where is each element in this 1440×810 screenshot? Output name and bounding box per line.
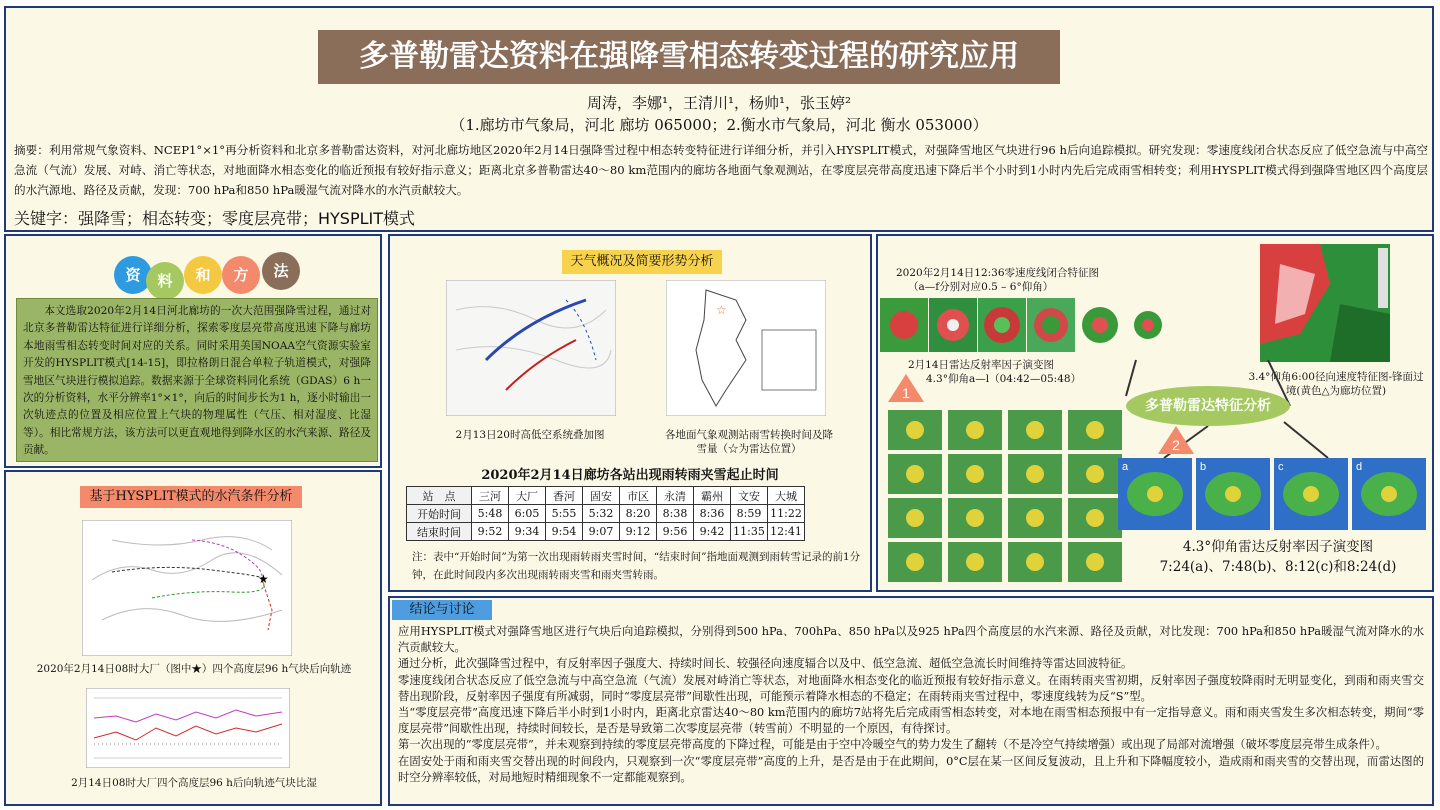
table-cell: 站 点 [407, 487, 472, 505]
keywords: 关键字：强降雪；相态转变；零度层亮带；HYSPLIT模式 [14, 209, 416, 228]
table-cell: 11:35 [731, 523, 768, 541]
panel-letter: c [1278, 461, 1284, 473]
bubble-5: 法 [262, 252, 300, 290]
table-cell: 9:56 [657, 523, 694, 541]
affiliations: （1.廊坊市气象局，河北 廊坊 065000；2.衡水市气象局，河北 衡水 053000） [450, 116, 988, 134]
reflectivity-panels-abcd [1116, 456, 1428, 532]
radar-caption-bottom-2: 7:24(a)、7:48(b)、8:12(c)和8:24(d) [1159, 559, 1397, 575]
authors: 周涛，李娜¹，王清川¹，杨帅¹，张玉婷² [586, 94, 852, 112]
radar-caption-top-2: （a—f分别对应0.5 – 6°仰角） [908, 281, 1054, 293]
table-cell: 6:05 [509, 505, 546, 523]
conclusion-paragraph: 在固安处于雨和雨夹雪交替出现的时间段内，只观察到一次“零度层亮带”高度的上升，是否是由于在此期间，0°C层在某一区间反复波动，且上升和下降幅度较小，造成雨和雨夹雪的交替出现，而雷达图的时空分辨率较低，对局地短时精细现象不一定都能观察到。 [398, 754, 1424, 784]
table-cell: 9:07 [583, 523, 620, 541]
table-cell: 8:36 [694, 505, 731, 523]
table-cell: 8:20 [620, 505, 657, 523]
radar-caption-bottom-1: 4.3°仰角雷达反射率因子演变图 [1182, 539, 1374, 555]
table-cell: 结束时间 [407, 523, 472, 541]
panel-letter: d [1356, 461, 1363, 473]
snow-transition-table [406, 486, 805, 541]
table-row [407, 505, 805, 523]
hysplit-panel [4, 470, 382, 806]
conclusion-paragraph: 通过分析，此次强降雪过程中，有反射率因子强度大、持续时间长、较强径向速度辐合以及中、低空急流、超低空急流长时间维持等雷达回波特征。 [398, 657, 1133, 671]
conclusion-paragraph: 零速度线闭合状态反应了低空急流与中高空急流（气流）发展对峙消亡等状态，对地面降水相态变化的临近预报有较好指示意义。在雨转雨夹雪初期，反射率因子强度较降雨时无明显变化，到雨和雨夹雪交替出现阶段，反射率因子强度有所减弱，同时“零度层亮带”间歇性出现，可能预示着降水相态的不稳定；在雨转雨夹雪过程中，零速度线转为反“S”型。 [398, 673, 1424, 703]
conclusion-paragraph: 当“零度层亮带”高度迅速下降后半小时到1小时内，距离北京雷达40～80 km范围内的廊坊7站将先后完成雨雪相态转变，对本地在雨雪相态预报中有一定指导意义。雨和雨夹雪发生多次相态转变，期间“零度层亮带”间歇性出现，持续时间较长，是否是导致第二次零度层亮带（转雪前）不明显的一个原因，有待探讨。 [398, 706, 1424, 736]
table-cell: 11:22 [768, 505, 805, 523]
table-cell: 大厂 [509, 487, 546, 505]
table-cell: 三河 [472, 487, 509, 505]
radar-caption-mid-2: 4.3°仰角a—l（04:42—05:48） [926, 373, 1082, 385]
table-cell: 永清 [657, 487, 694, 505]
conclusion-paragraph: 第一次出现的“零度层亮带”，并未观察到持续的零度层亮带高度的下降过程，可能是由于空中冷暖空气的势力发生了翻转（不是冷空气持续增强）或出现了局部对流增强（破坏零度层亮带生成条件）。 [398, 738, 1387, 752]
table-cell: 大城 [768, 487, 805, 505]
hysplit-caption-1: 2020年2月14日08时大厂（图中★）四个高度层96 h气块后向轨迹 [36, 663, 352, 675]
triangle-1-number: 1 [902, 385, 910, 401]
bubble-2: 料 [146, 262, 184, 300]
poster-title: 多普勒雷达资料在强降雪相态转变过程的研究应用 [318, 30, 1060, 84]
conclusion-title: 结论与讨论 [392, 600, 492, 620]
weather-title: 天气概况及简要形势分析 [562, 250, 722, 274]
table-cell: 9:54 [546, 523, 583, 541]
table-cell: 市区 [620, 487, 657, 505]
table-cell: 5:32 [583, 505, 620, 523]
trajectory-map [82, 520, 292, 656]
bubble-3: 和 [184, 256, 222, 294]
radar-caption-right: 3.4°仰角6:00径向速度特征图-锋面过境(黄色△为廊坊位置) [1248, 371, 1424, 397]
radar-analysis-label: 多普勒雷达特征分析 [1126, 386, 1290, 426]
triangle-2-number: 2 [1172, 437, 1180, 453]
table-cell: 9:52 [472, 523, 509, 541]
table-cell: 9:42 [694, 523, 731, 541]
materials-text: 本文选取2020年2月14日河北廊坊的一次大范围强降雪过程，通过对北京多普勒雷达特征进行详细分析，探索零度层亮带高度迅速下降与廊坊本地雨雪相态转变时间对应的关系。同时采用美国NOAA空气资源实验室开发的HYSPLIT模式[14-15]，即拉格朗日混合单粒子轨道模式，对强降雪地区气块进行模拟追踪。数据来源于全球资料同化系统（GDAS）6 h一次的分析资料，水平分辨率1°×1°，向后的时间步长为1 h，逐小时输出一次轨迹点的位置及相应位置上气块的物理属性（气压、相对湿度、比湿等）。相比常规方法，该方法可以更直观地得到降水区的水汽来源、路径及贡献。 [16, 298, 378, 462]
table-cell: 开始时间 [407, 505, 472, 523]
humidity-chart [86, 688, 290, 768]
table-note: 注：表中“开始时间”为第一次出现雨转雨夹雪时间，“结束时间”指地面观测到雨转雪记录的前1分钟，在此时间段内多次出现雨转雨夹雪和雨夹雪转雨。 [412, 551, 861, 581]
triangle-2 [1156, 424, 1196, 456]
table-cell: 8:38 [657, 505, 694, 523]
conclusion-paragraph: 应用HYSPLIT模式对强降雪地区进行气块后向追踪模拟，分别得到500 hPa、700hPa、850 hPa以及925 hPa四个高度层的水汽来源、路径及贡献，对比发现：700 hPa和850 hPa暖湿气流对降水的水汽贡献较大。 [398, 625, 1424, 655]
hysplit-caption-2: 2月14日08时大厂四个高度层96 h后向轨迹气块比湿 [71, 777, 317, 789]
table-cell: 8:59 [731, 505, 768, 523]
weather-caption-left: 2月13日20时高低空系统叠加图 [455, 429, 605, 441]
triangle-1 [886, 372, 926, 404]
abstract: 摘要：利用常规气象资料、NCEP1°×1°再分析资料和北京多普勒雷达资料，对河北廊坊地区2020年2月14日强降雪过程中相态转变特征进行详细分析，并引入HYSPLIT模式，对强降雪地区气块进行96 h后向追踪模拟。研究发现：零速度线闭合状态反应了低空急流与中高空急流（气流）发展、对峙、消亡等状态，对地面降水相态变化的临近预报有较好指示意义；距离北京多普勒雷达40～80 km范围内的廊坊各地面气象观测站，在零度层亮带高度迅速下降后半个小时到1小时内先后完成雨雪相转变；利用HYSPLIT模式得到强降雪地区四个高度层的水汽源地、路径及贡献，发现：700 hPa和850 hPa暖湿气流对降水的水汽贡献较大。 [14, 143, 1428, 197]
conclusion-text [398, 624, 1424, 786]
materials-methods-panel [4, 234, 382, 468]
panel-letter: b [1200, 461, 1207, 473]
hysplit-title: 基于HYSPLIT模式的水汽条件分析 [80, 486, 302, 508]
conclusion-panel [388, 596, 1434, 806]
radar-caption-top: 2020年2月14日12:36零速度线闭合特征图 [896, 267, 1100, 279]
bubble-4: 方 [222, 256, 260, 294]
svg-text:☆: ☆ [716, 303, 727, 317]
table-cell: 9:34 [509, 523, 546, 541]
reflectivity-grid [886, 408, 1126, 586]
radar-panel [876, 234, 1434, 592]
synoptic-overlay-map [446, 280, 616, 416]
svg-text:★: ★ [258, 572, 269, 586]
radar-caption-mid-1: 2月14日雷达反射率因子演变图 [908, 359, 1055, 371]
table-cell: 5:48 [472, 505, 509, 523]
table-cell: 5:55 [546, 505, 583, 523]
table-header-row [407, 487, 805, 505]
weather-caption-right: 各地面气象观测站雨雪转换时间及降雪量（☆为雷达位置） [665, 429, 833, 455]
table-title: 2020年2月14日廊坊各站出现雨转雨夹雪起止时间 [481, 468, 779, 483]
table-row [407, 523, 805, 541]
bubble-1: 资 [114, 256, 152, 294]
station-map [666, 280, 826, 416]
table-cell: 香河 [546, 487, 583, 505]
table-cell: 霸州 [694, 487, 731, 505]
table-cell: 9:12 [620, 523, 657, 541]
panel-letter: a [1122, 461, 1129, 473]
weather-panel [388, 234, 872, 592]
table-cell: 文安 [731, 487, 768, 505]
table-cell: 固安 [583, 487, 620, 505]
table-cell: 12:41 [768, 523, 805, 541]
poster-header [4, 6, 1434, 232]
